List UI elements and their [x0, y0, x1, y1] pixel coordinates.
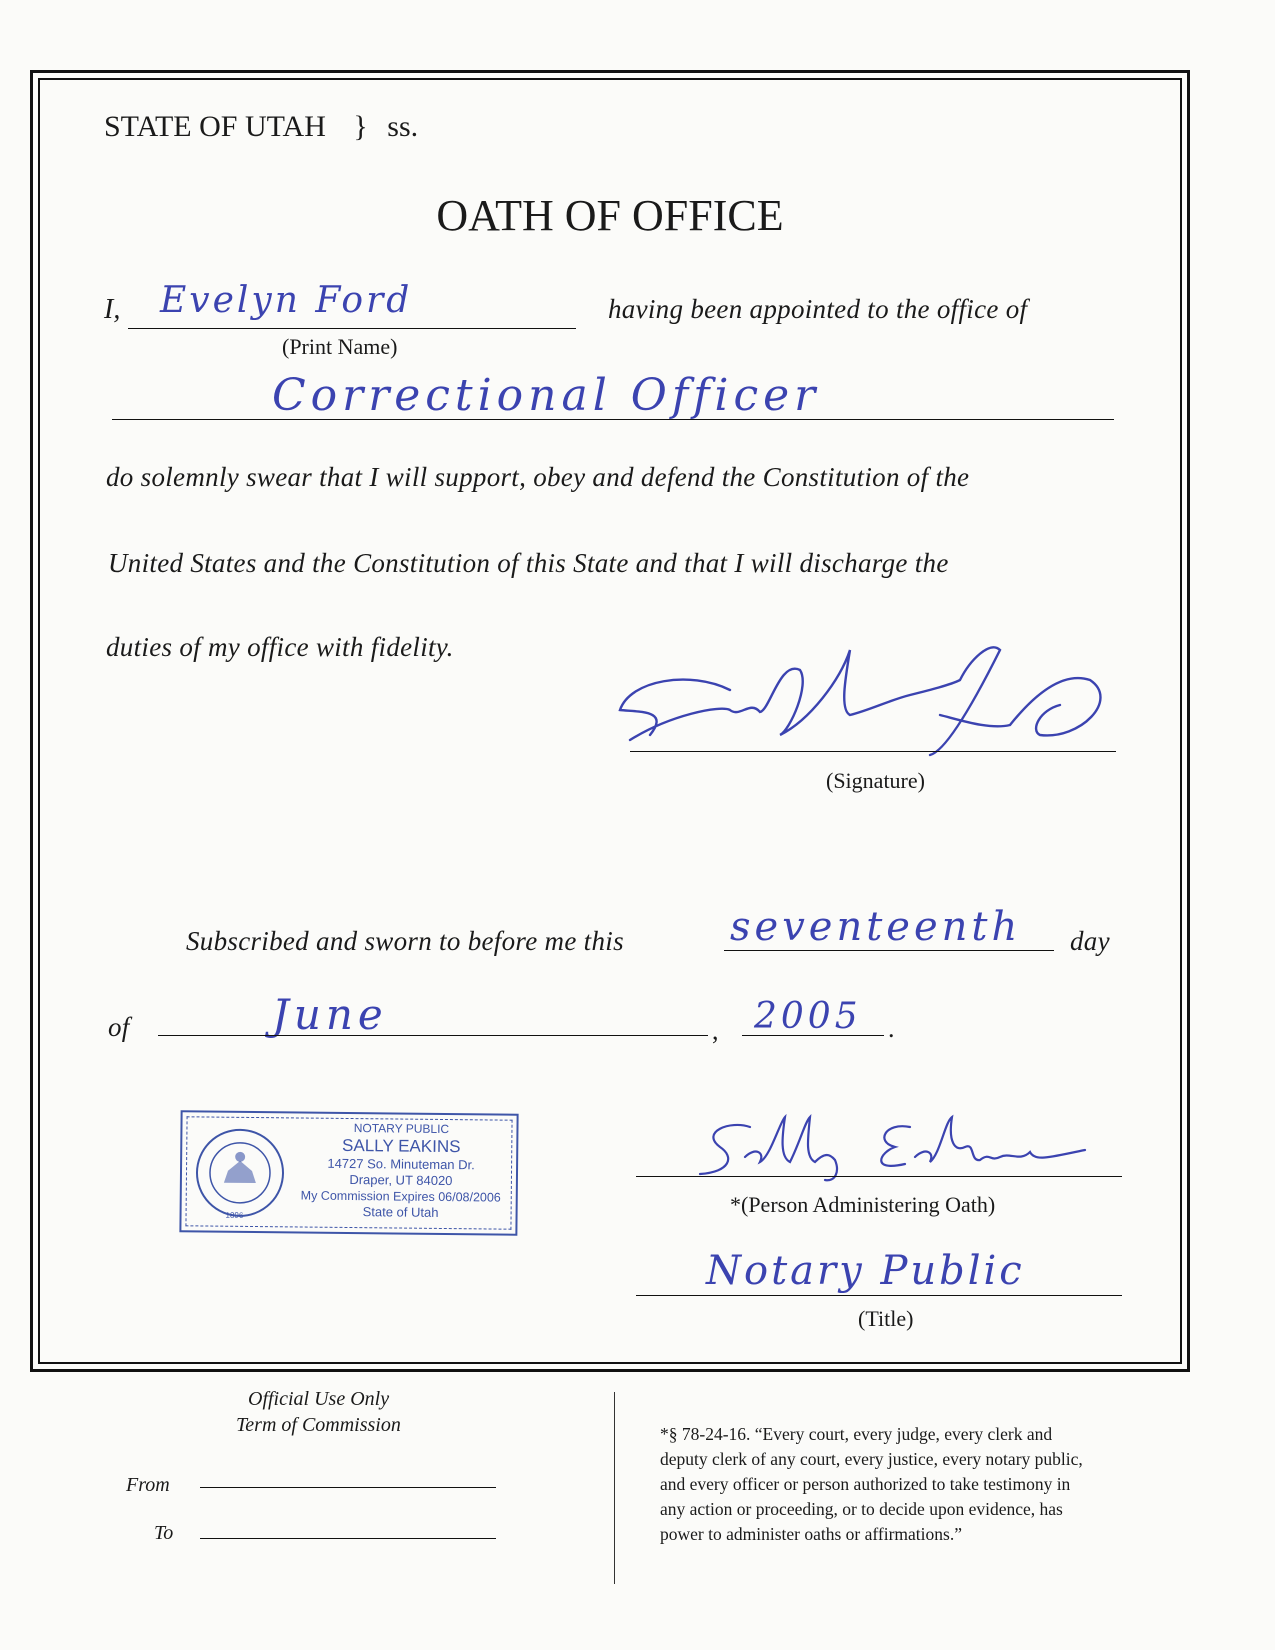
stamp-line-4: Draper, UT 84020	[349, 1172, 453, 1189]
stamp-line-1: NOTARY PUBLIC	[353, 1121, 450, 1137]
title-line	[636, 1295, 1122, 1296]
handwritten-title: Notary Public	[706, 1248, 1025, 1294]
brace: }	[353, 110, 368, 143]
state-seal-icon	[194, 1126, 287, 1219]
oath-signature	[610, 640, 1150, 780]
from-line	[200, 1487, 496, 1488]
stamp-line-3: 14727 So. Minuteman Dr.	[327, 1155, 475, 1173]
stamp-line-6: State of Utah	[362, 1204, 439, 1220]
state-name: STATE OF UTAH	[104, 110, 326, 143]
seal-year: 1896	[225, 1210, 244, 1220]
day-line	[724, 950, 1054, 951]
handwritten-office: Correctional Officer	[272, 370, 821, 421]
statute-line-2: deputy clerk of any court, every justice, every notary public,	[660, 1449, 1083, 1469]
of-word: of	[108, 1012, 130, 1042]
statute-line-3: and every officer or person authorized to take testimony in	[660, 1474, 1071, 1494]
to-line	[200, 1538, 496, 1539]
stamp-line-5: My Commission Expires 06/08/2006	[300, 1188, 501, 1205]
notary-signature	[690, 1112, 1090, 1182]
month-line	[158, 1035, 708, 1036]
handwritten-year: 2005	[754, 996, 862, 1037]
statute-text	[660, 1422, 1220, 1547]
oath-body-line-2: United States and the Constitution of this State and that I will discharge the	[108, 548, 949, 578]
administering-caption: *(Person Administering Oath)	[730, 1192, 996, 1217]
print-name-line	[128, 328, 576, 329]
oath-body-line-3: duties of my office with fidelity.	[106, 632, 454, 662]
stamp-text	[292, 1119, 511, 1221]
handwritten-day: seventeenth	[730, 904, 1022, 950]
handwritten-month: June	[272, 990, 388, 1039]
statute-line-1: *§ 78-24-16. “Every court, every judge, every clerk and	[660, 1424, 1053, 1444]
oath-body-line-1: do solemnly swear that I will support, obey and defend the Constitution of the	[106, 462, 970, 492]
appointed-text: having been appointed to the office of	[608, 294, 1028, 324]
term-of-commission-heading: Term of Commission	[236, 1414, 401, 1436]
page-title: OATH OF OFFICE	[436, 191, 784, 240]
date-comma: ,	[712, 1016, 719, 1045]
signature-caption: (Signature)	[826, 768, 925, 793]
print-name-caption: (Print Name)	[282, 334, 398, 359]
signature-line	[630, 751, 1116, 752]
vertical-divider	[614, 1392, 615, 1584]
handwritten-name: Evelyn Ford	[160, 280, 413, 321]
state-header	[104, 110, 418, 144]
statute-line-4: any action or proceeding, or to decide upon evidence, has	[660, 1499, 1063, 1519]
stamp-name: SALLY EAKINS	[341, 1135, 461, 1157]
oath-prefix: I,	[104, 294, 121, 325]
subscribed-text: Subscribed and sworn to before me this	[186, 926, 624, 956]
statute-line-5: power to administer oaths or affirmations.”	[660, 1524, 962, 1544]
date-period: .	[888, 1014, 895, 1043]
day-word: day	[1070, 926, 1110, 956]
from-label: From	[126, 1474, 170, 1496]
official-use-heading: Official Use Only	[248, 1388, 390, 1410]
to-label: To	[154, 1522, 174, 1544]
administering-line	[636, 1176, 1122, 1177]
title-caption: (Title)	[858, 1306, 914, 1331]
year-line	[742, 1035, 884, 1036]
office-line	[112, 419, 1114, 420]
notary-stamp	[179, 1110, 518, 1236]
ss-abbrev: ss.	[387, 110, 419, 143]
